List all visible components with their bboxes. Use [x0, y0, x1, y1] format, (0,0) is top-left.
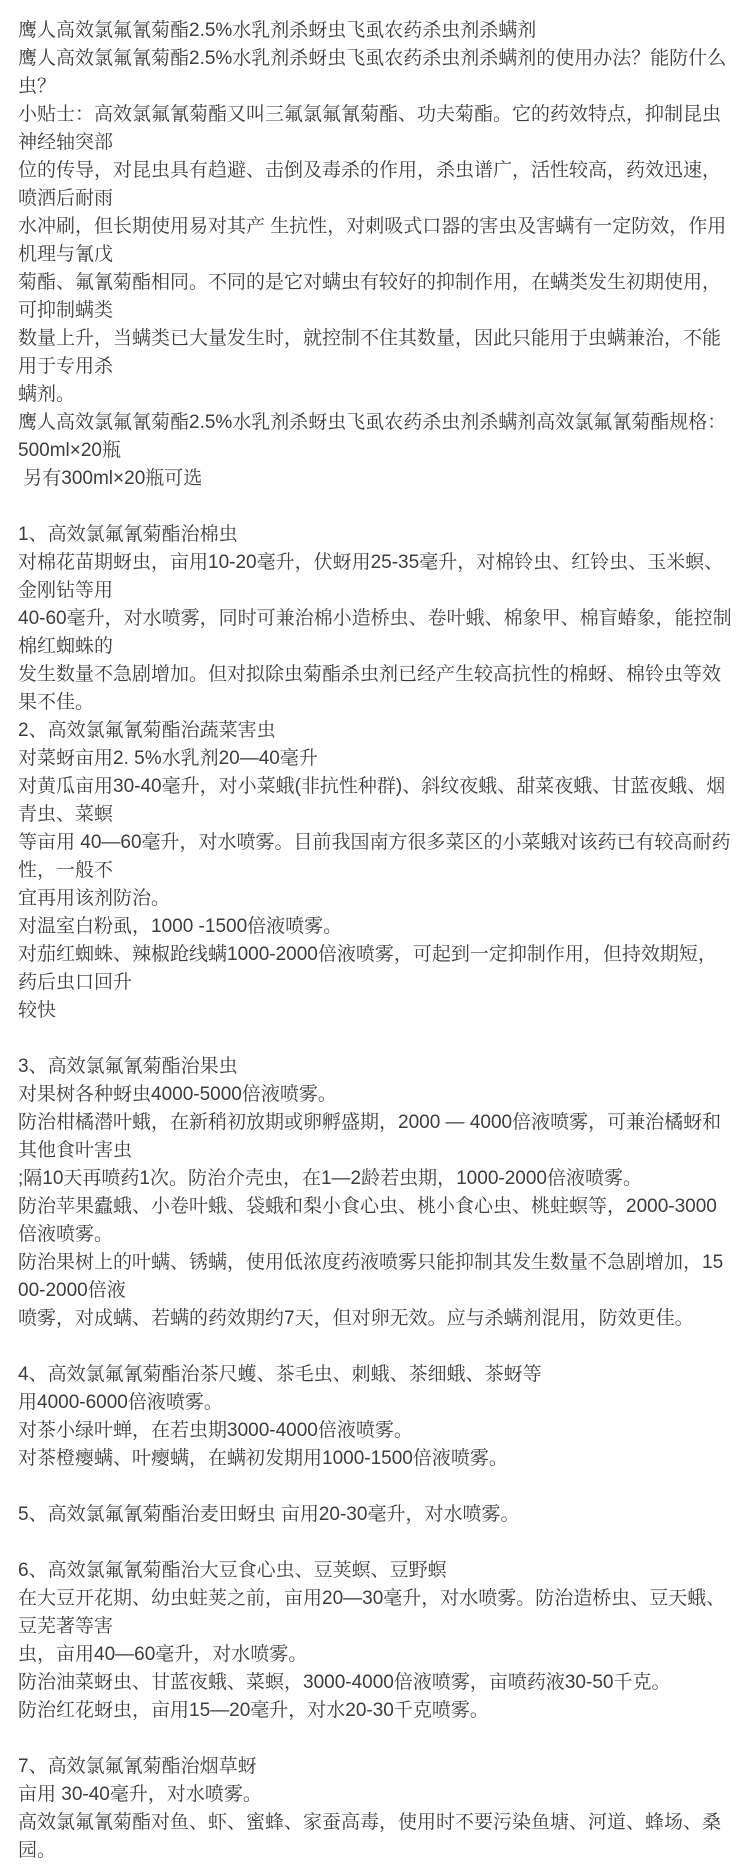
text-line: 7、高效氯氟氰菊酯治烟草蚜 — [18, 1756, 257, 1777]
text-line: 螨剂。 — [18, 384, 76, 405]
text-line: 宜再用该剂防治。 — [18, 888, 171, 909]
text-line: 虫，亩用40—60毫升，对水喷雾。 — [18, 1644, 308, 1665]
text-line: 防治柑橘潜叶蛾，在新稍初放期或卵孵盛期，2000 — 4000倍液喷雾，可兼治橘蚜和其他食叶害虫 — [18, 1112, 722, 1161]
blank-line — [18, 1529, 732, 1557]
text-line: 位的传导，对昆虫具有趋避、击倒及毒杀的作用，杀虫谱广，活性较高，药效迅速，喷洒后耐雨 — [18, 160, 722, 209]
text-line: 鹰人高效氯氟氰菊酯2.5%水乳剂杀蚜虫飞虱农药杀虫剂杀螨剂的使用办法？能防什么虫？ — [18, 48, 727, 97]
text-line: 对菜蚜亩用2. 5%水乳剂20—40毫升 — [18, 748, 318, 769]
text-line: 对黄瓜亩用30-40毫升，对小菜蛾(非抗性种群)、斜纹夜蛾、甜菜夜蛾、甘蓝夜蛾、烟青虫、菜螟 — [18, 776, 726, 825]
text-line: 3、高效氯氟氰菊酯治果虫 — [18, 1056, 238, 1077]
text-line: 防治果树上的叶螨、锈螨，使用低浓度药液喷雾只能抑制其发生数量不急剧增加，1500-2000倍液 — [18, 1252, 724, 1301]
text-line: 对温室白粉虱，1000 -1500倍液喷雾。 — [18, 916, 343, 937]
text-line: 对果树各种蚜虫4000-5000倍液喷雾。 — [18, 1084, 337, 1105]
blank-line — [18, 1725, 732, 1753]
blank-line — [18, 1025, 732, 1053]
text-line: 4、高效氯氟氰菊酯治茶尺蠖、茶毛虫、刺蛾、茶细蛾、茶蚜等 — [18, 1364, 542, 1385]
text-line: 等亩用 40—60毫升，对水喷雾。目前我国南方很多菜区的小菜蛾对该药已有较高耐药性，一般不 — [18, 832, 731, 881]
text-line: ;隔10天再喷药1次。防治介壳虫，在1—2龄若虫期，1000-2000倍液喷雾。 — [18, 1168, 642, 1189]
text-line: 用4000-6000倍液喷雾。 — [18, 1392, 223, 1413]
text-line: 防治油菜蚜虫、甘蓝夜蛾、菜螟，3000-4000倍液喷雾，亩喷药液30-50千克。 — [18, 1672, 671, 1693]
document-body — [18, 17, 732, 1865]
text-line: 40-60毫升，对水喷雾，同时可兼治棉小造桥虫、卷叶蛾、棉象甲、棉盲蝽象，能控制棉红蜘蛛的 — [18, 608, 732, 657]
text-line: 鹰人高效氯氟氰菊酯2.5%水乳剂杀蚜虫飞虱农药杀虫剂杀螨剂高效氯氟氰菊酯规格：500ml×20瓶 — [18, 412, 727, 461]
text-line: 菊酯、氟氰菊酯相同。不同的是它对螨虫有较好的抑制作用，在螨类发生初期使用，可抑制螨类 — [18, 272, 722, 321]
text-line: 喷雾，对成螨、若螨的药效期约7天，但对卵无效。应与杀螨剂混用，防效更佳。 — [18, 1308, 694, 1329]
blank-line — [18, 1473, 732, 1501]
text-line: 在大豆开花期、幼虫蛀荚之前，亩用20—30毫升，对水喷雾。防治造桥虫、豆天蛾、豆芜著等害 — [18, 1588, 726, 1637]
text-line: 高效氯氟氰菊酯对鱼、虾、蜜蜂、家蚕高毒，使用时不要污染鱼塘、河道、蜂场、桑园。 — [18, 1812, 722, 1861]
text-line: 较快 — [18, 1000, 57, 1021]
text-line: 亩用 30-40毫升，对水喷雾。 — [18, 1784, 262, 1805]
text-line: 防治苹果蠹蛾、小卷叶蛾、袋蛾和梨小食心虫、桃小食心虫、桃蛀螟等，2000-3000倍液喷雾。 — [18, 1196, 717, 1245]
text-line: 另有300ml×20瓶可选 — [18, 468, 203, 489]
text-line: 对茄红蜘蛛、辣椒跄线螨1000-2000倍液喷雾，可起到一定抑制作用，但持效期短，药后虫口回升 — [18, 944, 717, 993]
text-line: 对茶小绿叶蝉，在若虫期3000-4000倍液喷雾。 — [18, 1420, 413, 1441]
text-line: 数量上升，当螨类已大量发生时，就控制不住其数量，因此只能用于虫螨兼治，不能用于专用杀 — [18, 328, 722, 377]
blank-line — [18, 1333, 732, 1361]
text-line: 5、高效氯氟氰菊酯治麦田蚜虫 亩用20-30毫升，对水喷雾。 — [18, 1504, 520, 1525]
text-line: 6、高效氯氟氰菊酯治大豆食心虫、豆荚螟、豆野螟 — [18, 1560, 447, 1581]
text-line: 鹰人高效氯氟氰菊酯2.5%水乳剂杀蚜虫飞虱农药杀虫剂杀螨剂 — [18, 20, 537, 41]
text-line: 对棉花苗期蚜虫，亩用10-20毫升，伏蚜用25-35毫升，对棉铃虫、红铃虫、玉米螟、金刚钻等用 — [18, 552, 724, 601]
text-line: 1、高效氯氟氰菊酯治棉虫 — [18, 524, 238, 545]
blank-line — [18, 493, 732, 521]
text-line: 对茶橙瘿螨、叶瘿螨，在螨初发期用1000-1500倍液喷雾。 — [18, 1448, 508, 1469]
text-line: 防治红花蚜虫，亩用15—20毫升，对水20-30千克喷雾。 — [18, 1700, 489, 1721]
text-line: 2、高效氯氟氰菊酯治蔬菜害虫 — [18, 720, 276, 741]
text-line: 小贴士：高效氯氟氰菊酯又叫三氟氯氟氰菊酯、功夫菊酯。它的药效特点，抑制昆虫神经轴突部 — [18, 104, 722, 153]
text-line: 发生数量不急剧增加。但对拟除虫菊酯杀虫剂已经产生较高抗性的棉蚜、棉铃虫等效果不佳。 — [18, 664, 722, 713]
text-line: 水冲刷，但长期使用易对其产 生抗性，对刺吸式口器的害虫及害螨有一定防效，作用机理与氰戊 — [18, 216, 727, 265]
